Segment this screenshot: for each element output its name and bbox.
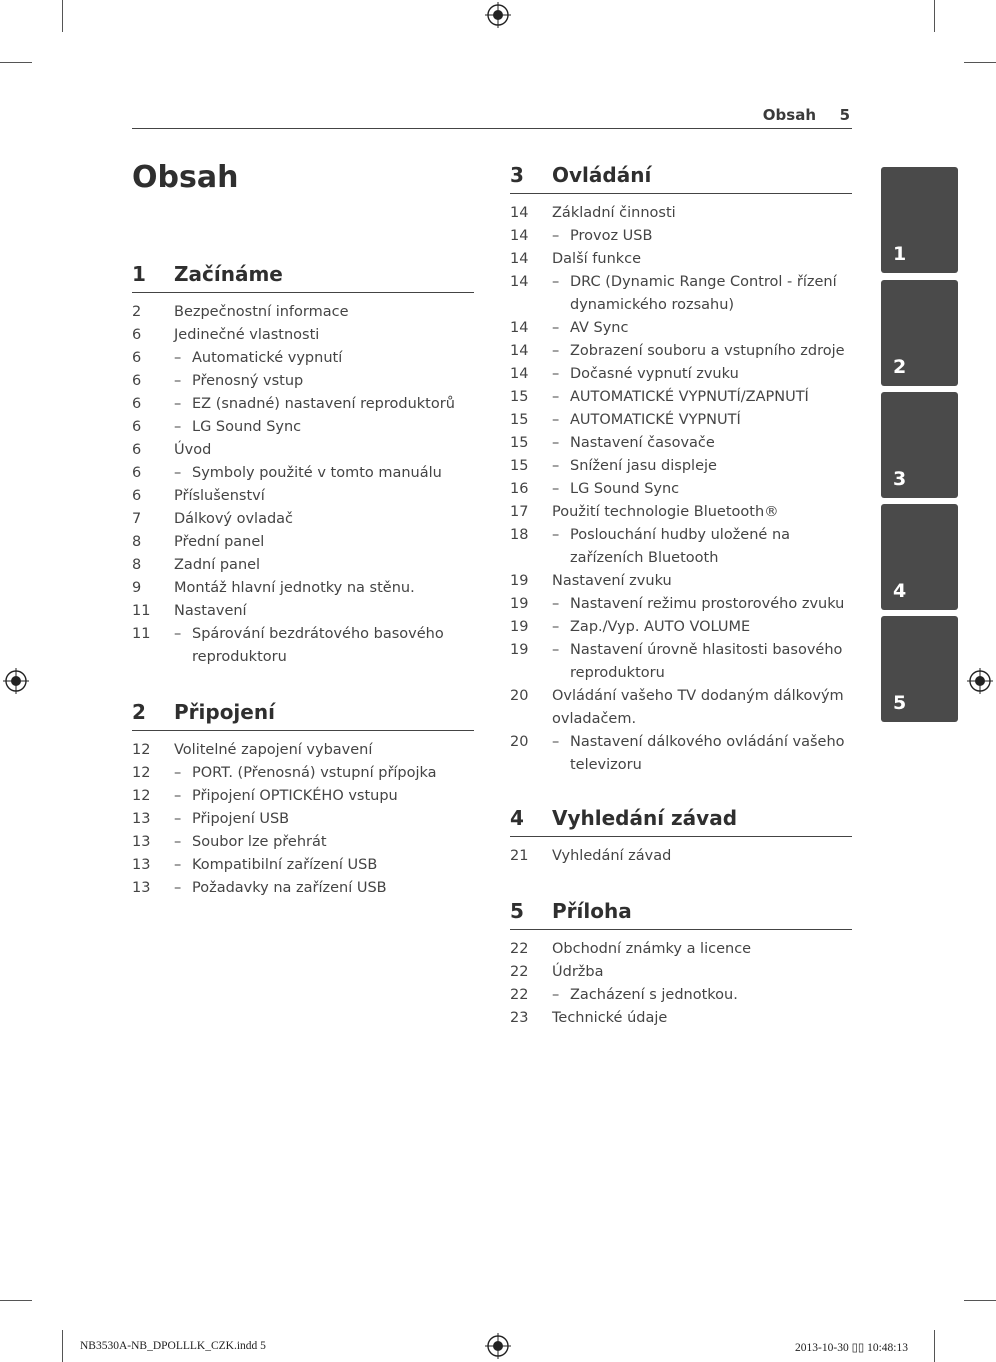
toc-entry-page: 14 <box>510 205 529 221</box>
toc-entry[interactable] <box>510 524 852 570</box>
toc-entry-text-wrap <box>174 831 474 854</box>
dash-marker: – <box>174 373 182 389</box>
dash-marker: – <box>552 366 560 382</box>
dash-marker: – <box>174 765 182 781</box>
toc-entry-text: Nastavení zvuku <box>552 573 672 589</box>
toc-entry-text: Požadavky na zařízení USB <box>192 880 387 896</box>
toc-entry-page: 15 <box>510 458 529 474</box>
toc-entry-page: 6 <box>132 419 142 435</box>
crop-mark <box>934 0 935 32</box>
toc-entry-text-wrap <box>552 202 852 225</box>
toc-entry-page: 6 <box>132 373 142 389</box>
toc-entry-text: Nastavení režimu prostorového zvuku <box>570 596 845 612</box>
toc-entry-text: Použití technologie Bluetooth® <box>552 504 779 520</box>
toc-entry-page: 13 <box>132 811 151 827</box>
toc-entry[interactable] <box>510 317 852 340</box>
toc-entry-page: 11 <box>132 626 151 642</box>
toc-entry-text-wrap <box>552 961 852 984</box>
toc-section <box>132 700 474 900</box>
toc-entry-page: 22 <box>510 941 529 957</box>
section-number: 2 <box>132 700 146 724</box>
toc-entry[interactable] <box>132 301 474 324</box>
toc-entry[interactable] <box>132 877 474 900</box>
toc-entry-page: 13 <box>132 880 151 896</box>
toc-entry-text: Dočasné vypnutí zvuku <box>570 366 739 382</box>
toc-entry-text: Základní činnosti <box>552 205 676 221</box>
toc-entry[interactable] <box>510 501 852 524</box>
toc-entry[interactable] <box>510 685 852 731</box>
header-page-number: 5 <box>839 106 850 124</box>
dash-marker: – <box>552 343 560 359</box>
toc-entry-text-wrap <box>174 623 474 669</box>
toc-entry-text: Poslouchání hudby uložené na zařízeních Bluetooth <box>570 527 791 566</box>
toc-entry[interactable] <box>132 577 474 600</box>
section-title: Začínáme <box>174 262 283 286</box>
toc-entry-page: 17 <box>510 504 529 520</box>
dash-marker: – <box>552 987 560 1003</box>
registration-mark-icon <box>485 1333 511 1359</box>
dash-marker: – <box>174 465 182 481</box>
toc-entry-list <box>510 845 852 868</box>
toc-entry[interactable] <box>132 739 474 762</box>
toc-entry-text: AUTOMATICKÉ VYPNUTÍ <box>570 412 741 428</box>
toc-section <box>510 899 852 1030</box>
crop-mark <box>964 62 996 63</box>
toc-entry-text-wrap <box>552 455 852 478</box>
toc-entry-page: 2 <box>132 304 142 320</box>
toc-entry[interactable] <box>510 1007 852 1030</box>
toc-entry[interactable] <box>510 639 852 685</box>
toc-entry-list <box>510 202 852 777</box>
toc-entry[interactable] <box>510 616 852 639</box>
toc-entry-page: 6 <box>132 465 142 481</box>
section-number: 4 <box>510 806 524 830</box>
chapter-tab-number: 5 <box>893 692 907 714</box>
toc-entry-page: 14 <box>510 366 529 382</box>
toc-entry[interactable] <box>510 570 852 593</box>
toc-entry-text: Technické údaje <box>552 1010 668 1026</box>
toc-entry[interactable] <box>132 554 474 577</box>
footer-timestamp: 2013-10-30 ▯▯ 10:48:13 <box>795 1342 908 1354</box>
header-section-label: Obsah <box>762 106 816 124</box>
chapter-tab-number: 3 <box>893 468 907 490</box>
toc-entry-text: PORT. (Přenosná) vstupní přípojka <box>192 765 437 781</box>
registration-mark-icon <box>967 668 993 694</box>
toc-entry-page: 13 <box>132 857 151 873</box>
chapter-tab-5[interactable] <box>881 616 958 722</box>
toc-entry-text-wrap <box>552 524 852 570</box>
toc-entry-text-wrap <box>174 877 474 900</box>
section-number: 3 <box>510 163 524 187</box>
toc-entry[interactable] <box>510 386 852 409</box>
toc-entry-text-wrap <box>552 386 852 409</box>
section-heading <box>510 163 852 194</box>
toc-entry-text-wrap <box>174 416 474 439</box>
toc-entry-page: 11 <box>132 603 151 619</box>
toc-entry-page: 18 <box>510 527 529 543</box>
toc-entry-text-wrap <box>552 363 852 386</box>
crop-mark <box>62 1330 63 1362</box>
toc-entry[interactable] <box>510 271 852 317</box>
toc-entry-text-wrap <box>552 478 852 501</box>
toc-column-left <box>132 0 474 1362</box>
toc-entry-text: Dálkový ovladač <box>174 511 294 527</box>
toc-entry-page: 19 <box>510 642 529 658</box>
toc-entry-text-wrap <box>174 762 474 785</box>
toc-entry-text: Snížení jasu displeje <box>570 458 717 474</box>
dash-marker: – <box>174 857 182 873</box>
toc-entry-text: Kompatibilní zařízení USB <box>192 857 378 873</box>
toc-section <box>510 806 852 868</box>
dash-marker: – <box>552 228 560 244</box>
toc-entry[interactable] <box>132 347 474 370</box>
toc-entry-page: 19 <box>510 596 529 612</box>
toc-entry[interactable] <box>132 439 474 462</box>
toc-entry[interactable] <box>132 600 474 623</box>
toc-entry-text: Připojení OPTICKÉHO vstupu <box>192 788 398 804</box>
toc-entry-text: EZ (snadné) nastavení reproduktorů <box>192 396 455 412</box>
dash-marker: – <box>552 412 560 428</box>
dash-marker: – <box>552 596 560 612</box>
toc-entry-text-wrap <box>552 845 852 868</box>
dash-marker: – <box>174 834 182 850</box>
toc-entry[interactable] <box>510 845 852 868</box>
toc-entry-text-wrap <box>552 616 852 639</box>
toc-entry[interactable] <box>510 731 852 777</box>
dash-marker: – <box>174 788 182 804</box>
toc-entry-page: 22 <box>510 964 529 980</box>
toc-entry-text-wrap <box>174 347 474 370</box>
toc-entry-text: Přenosný vstup <box>192 373 304 389</box>
toc-entry-page: 6 <box>132 396 142 412</box>
crop-mark <box>0 62 32 63</box>
toc-entry-list <box>510 938 852 1030</box>
toc-entry-page: 20 <box>510 688 529 704</box>
toc-entry-text-wrap <box>174 370 474 393</box>
toc-entry-text-wrap <box>174 854 474 877</box>
toc-entry-text-wrap <box>174 531 474 554</box>
toc-entry-page: 12 <box>132 788 151 804</box>
toc-entry[interactable] <box>132 508 474 531</box>
dash-marker: – <box>552 274 560 290</box>
toc-entry-page: 19 <box>510 619 529 635</box>
toc-entry-page: 19 <box>510 573 529 589</box>
toc-entry-text: Automatické vypnutí <box>192 350 343 366</box>
toc-entry-text-wrap <box>552 432 852 455</box>
toc-entry[interactable] <box>132 462 474 485</box>
toc-entry-text: Montáž hlavní jednotky na stěnu. <box>174 580 415 596</box>
toc-entry[interactable] <box>510 225 852 248</box>
toc-entry-text-wrap <box>174 485 474 508</box>
toc-entry-list <box>132 739 474 900</box>
footer-file-name: NB3530A-NB_DPOLLLK_CZK.indd 5 <box>80 1340 266 1352</box>
toc-entry-page: 23 <box>510 1010 529 1026</box>
toc-column-right <box>510 0 852 1362</box>
toc-entry[interactable] <box>132 808 474 831</box>
toc-entry-page: 6 <box>132 350 142 366</box>
toc-entry-page: 6 <box>132 442 142 458</box>
toc-entry-text: Jedinečné vlastnosti <box>174 327 320 343</box>
toc-entry[interactable] <box>510 248 852 271</box>
toc-entry-list <box>132 301 474 669</box>
toc-entry-text: Zobrazení souboru a vstupního zdroje <box>570 343 845 359</box>
toc-entry-text-wrap <box>174 554 474 577</box>
toc-entry-text: Nastavení časovače <box>570 435 715 451</box>
toc-entry-page: 14 <box>510 274 529 290</box>
section-heading <box>510 899 852 930</box>
toc-entry-page: 9 <box>132 580 142 596</box>
toc-entry-text: Nastavení dálkového ovládání vašeho televizoru <box>570 734 845 773</box>
section-title: Připojení <box>174 700 275 724</box>
toc-entry-text-wrap <box>174 739 474 762</box>
chapter-tab-4[interactable] <box>881 504 958 610</box>
toc-entry-page: 15 <box>510 412 529 428</box>
dash-marker: – <box>552 619 560 635</box>
toc-entry-text: Připojení USB <box>192 811 290 827</box>
dash-marker: – <box>552 734 560 750</box>
toc-entry-text-wrap <box>174 393 474 416</box>
crop-mark <box>934 1330 935 1362</box>
dash-marker: – <box>552 320 560 336</box>
toc-entry-text-wrap <box>552 593 852 616</box>
toc-entry-page: 14 <box>510 228 529 244</box>
toc-entry-page: 6 <box>132 488 142 504</box>
toc-entry-page: 8 <box>132 534 142 550</box>
toc-entry-text-wrap <box>552 271 852 317</box>
toc-entry[interactable] <box>132 393 474 416</box>
toc-entry[interactable] <box>132 416 474 439</box>
toc-entry-text-wrap <box>552 938 852 961</box>
section-title: Příloha <box>552 899 632 923</box>
toc-entry-page: 16 <box>510 481 529 497</box>
toc-entry-text-wrap <box>552 984 852 1007</box>
toc-entry-text: Volitelné zapojení vybavení <box>174 742 373 758</box>
toc-entry-text: Soubor lze přehrát <box>192 834 327 850</box>
toc-entry-text-wrap <box>552 317 852 340</box>
toc-entry-text: Obchodní známky a licence <box>552 941 752 957</box>
toc-entry-text: LG Sound Sync <box>192 419 302 435</box>
toc-entry[interactable] <box>132 531 474 554</box>
toc-entry-page: 7 <box>132 511 142 527</box>
chapter-tab-3[interactable] <box>881 392 958 498</box>
section-heading <box>132 262 474 293</box>
chapter-tab-number: 2 <box>893 356 907 378</box>
crop-mark <box>62 0 63 32</box>
chapter-tab-number: 1 <box>893 243 907 265</box>
toc-entry-text: Ovládání vašeho TV dodaným dálkovým ovladačem. <box>552 688 844 727</box>
toc-section <box>510 163 852 777</box>
toc-entry[interactable] <box>132 485 474 508</box>
chapter-tab-number: 4 <box>893 580 907 602</box>
toc-entry-text-wrap <box>552 570 852 593</box>
toc-entry[interactable] <box>132 623 474 669</box>
toc-entry-text: Bezpečnostní informace <box>174 304 349 320</box>
dash-marker: – <box>552 642 560 658</box>
dash-marker: – <box>174 350 182 366</box>
dash-marker: – <box>174 626 182 642</box>
toc-entry-text-wrap <box>552 248 852 271</box>
toc-entry-text-wrap <box>174 508 474 531</box>
toc-entry-text: Vyhledání závad <box>552 848 672 864</box>
toc-entry-page: 13 <box>132 834 151 850</box>
toc-entry-text: Symboly použité v tomto manuálu <box>192 465 442 481</box>
toc-entry-page: 20 <box>510 734 529 750</box>
registration-mark-icon <box>3 668 29 694</box>
toc-entry-text: Zadní panel <box>174 557 261 573</box>
section-number: 5 <box>510 899 524 923</box>
chapter-tab-1[interactable] <box>881 167 958 273</box>
toc-section <box>132 262 474 669</box>
toc-entry-text-wrap <box>174 462 474 485</box>
toc-entry-text-wrap <box>174 324 474 347</box>
toc-entry-page: 14 <box>510 343 529 359</box>
toc-entry[interactable] <box>510 938 852 961</box>
toc-entry-text-wrap <box>552 685 852 731</box>
toc-entry[interactable] <box>510 478 852 501</box>
toc-entry-text-wrap <box>552 225 852 248</box>
toc-entry-text: Nastavení úrovně hlasitosti basového reproduktoru <box>570 642 843 681</box>
dash-marker: – <box>552 481 560 497</box>
page-title: Obsah <box>132 160 239 195</box>
toc-entry[interactable] <box>510 432 852 455</box>
toc-entry-page: 15 <box>510 435 529 451</box>
toc-entry-page: 12 <box>132 742 151 758</box>
toc-entry-page: 14 <box>510 320 529 336</box>
toc-entry-text: Příslušenství <box>174 488 265 504</box>
toc-entry-text: Přední panel <box>174 534 265 550</box>
toc-entry-text: Spárování bezdrátového basového reproduktoru <box>192 626 444 665</box>
section-title: Vyhledání závad <box>552 806 738 830</box>
dash-marker: – <box>174 419 182 435</box>
section-title: Ovládání <box>552 163 652 187</box>
dash-marker: – <box>174 880 182 896</box>
toc-entry-text-wrap <box>174 600 474 623</box>
toc-entry-page: 6 <box>132 327 142 343</box>
dash-marker: – <box>552 389 560 405</box>
section-heading <box>510 806 852 837</box>
toc-entry-page: 12 <box>132 765 151 781</box>
chapter-tab-2[interactable] <box>881 280 958 386</box>
toc-entry[interactable] <box>510 409 852 432</box>
toc-entry-page: 15 <box>510 389 529 405</box>
toc-entry[interactable] <box>132 854 474 877</box>
toc-entry-text: Další funkce <box>552 251 642 267</box>
toc-entry-text-wrap <box>552 639 852 685</box>
toc-entry[interactable] <box>132 831 474 854</box>
toc-entry[interactable] <box>510 455 852 478</box>
dash-marker: – <box>174 396 182 412</box>
toc-entry-text-wrap <box>552 1007 852 1030</box>
toc-entry[interactable] <box>132 785 474 808</box>
toc-entry[interactable] <box>510 984 852 1007</box>
toc-entry-text-wrap <box>174 785 474 808</box>
toc-entry-text-wrap <box>174 439 474 462</box>
toc-entry[interactable] <box>132 762 474 785</box>
section-number: 1 <box>132 262 146 286</box>
toc-entry-text: Provoz USB <box>570 228 653 244</box>
toc-entry-text: AUTOMATICKÉ VYPNUTÍ/ZAPNUTÍ <box>570 389 809 405</box>
toc-entry[interactable] <box>510 340 852 363</box>
dash-marker: – <box>552 458 560 474</box>
toc-entry[interactable] <box>510 961 852 984</box>
toc-entry-page: 21 <box>510 848 529 864</box>
toc-entry-text-wrap <box>174 577 474 600</box>
toc-entry-text-wrap <box>552 501 852 524</box>
toc-entry[interactable] <box>132 324 474 347</box>
toc-entry-text-wrap <box>552 731 852 777</box>
toc-entry-page: 22 <box>510 987 529 1003</box>
toc-entry[interactable] <box>132 370 474 393</box>
toc-entry-text: AV Sync <box>570 320 629 336</box>
toc-entry-text-wrap <box>174 301 474 324</box>
toc-entry-text: Zap./Vyp. AUTO VOLUME <box>570 619 751 635</box>
dash-marker: – <box>552 435 560 451</box>
toc-entry-text-wrap <box>174 808 474 831</box>
dash-marker: – <box>174 811 182 827</box>
toc-entry-text: LG Sound Sync <box>570 481 680 497</box>
toc-entry-text: DRC (Dynamic Range Control - řízení dynamického rozsahu) <box>570 274 837 313</box>
toc-entry-page: 8 <box>132 557 142 573</box>
toc-entry[interactable] <box>510 593 852 616</box>
toc-entry-page: 14 <box>510 251 529 267</box>
toc-entry[interactable] <box>510 363 852 386</box>
dash-marker: – <box>552 527 560 543</box>
toc-entry-text-wrap <box>552 340 852 363</box>
toc-entry-text: Nastavení <box>174 603 247 619</box>
toc-entry-text: Zacházení s jednotkou. <box>570 987 738 1003</box>
toc-entry-text-wrap <box>552 409 852 432</box>
crop-mark <box>0 1300 32 1301</box>
toc-entry-text: Údržba <box>552 964 604 980</box>
section-heading <box>132 700 474 731</box>
registration-mark-icon <box>485 2 511 28</box>
crop-mark <box>964 1300 996 1301</box>
toc-entry-text: Úvod <box>174 442 212 458</box>
toc-entry[interactable] <box>510 202 852 225</box>
